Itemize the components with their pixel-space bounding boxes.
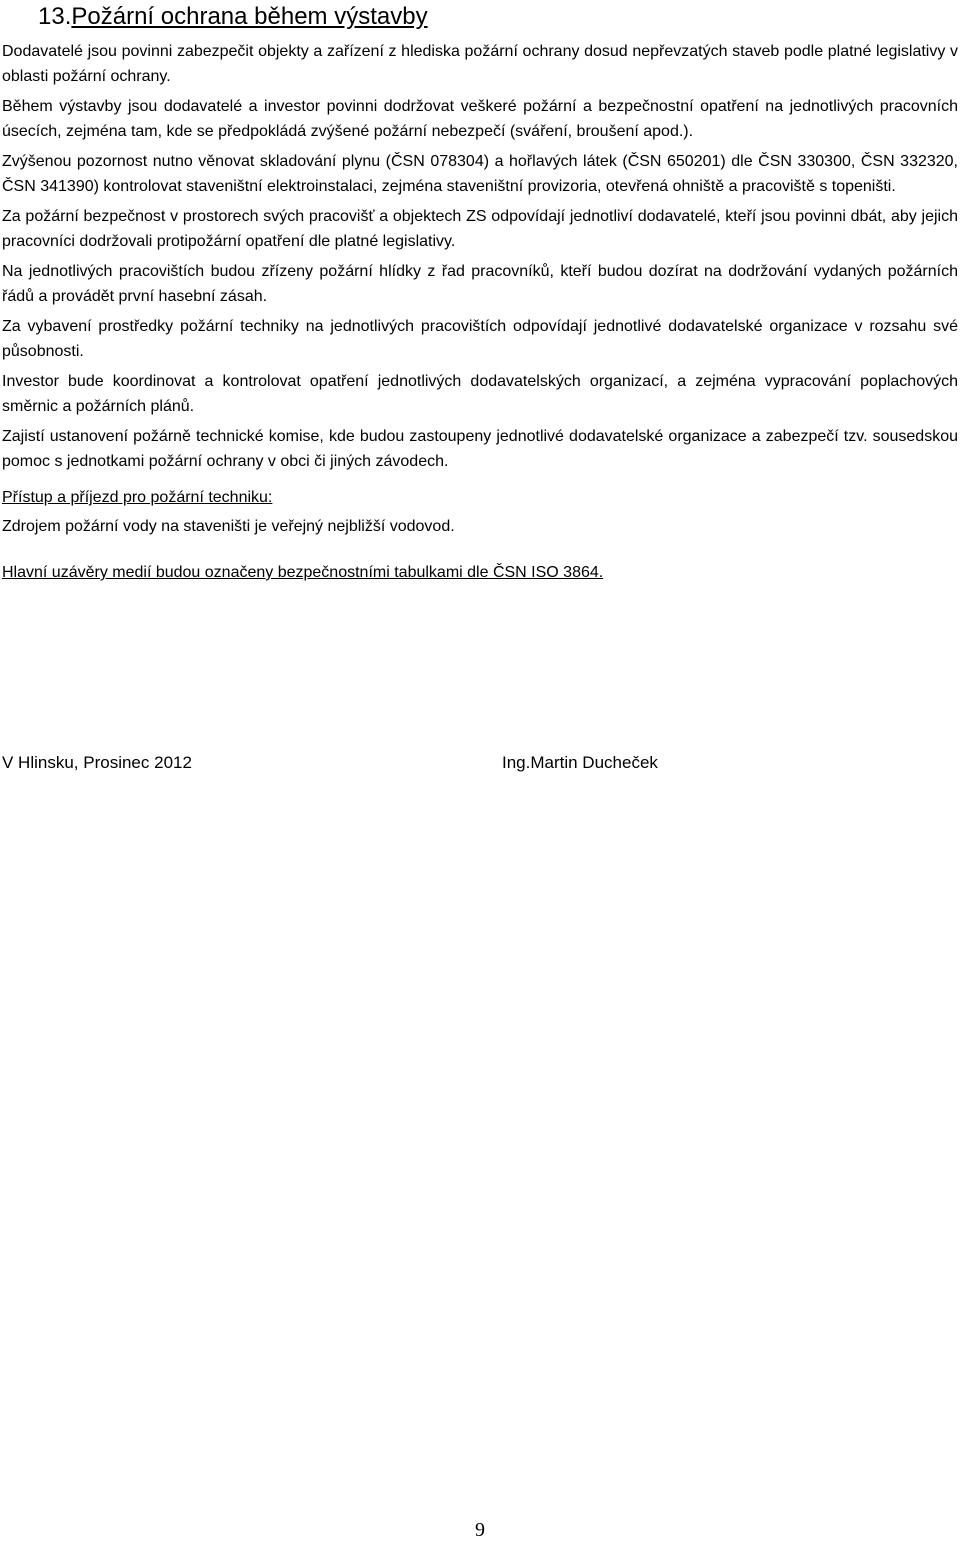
paragraph-investor-coordination: Investor bude koordinovat a kontrolovat opatření jednotlivých dodavatelských organizací, a zejména vypracování poplachových směrnic a požárních plánů. <box>2 373 958 415</box>
document-body <box>2 39 958 590</box>
paragraph-construction-measures: Během výstavby jsou dodavatelé a investor povinni dodržovat veškeré požární a bezpečnostní opatření na jednotlivých pracovních úsecích, zejména tam, kde se předpokládá zvýšené požární nebezpečí (sváření, broušení apod.). <box>2 98 958 140</box>
section-number: 13. <box>38 3 72 30</box>
page-number: 9 <box>475 1519 485 1541</box>
signature-author: Ing.Martin Ducheček <box>502 753 658 772</box>
paragraph-equipment: Za vybavení prostředky požární techniky na jednotlivých pracovištích odpovídají jednotlivé dodavatelské organizace v rozsahu své působnosti. <box>2 318 958 360</box>
signature-row <box>2 749 958 777</box>
paragraph-fire-patrols: Na jednotlivých pracovištích budou zřízeny požární hlídky z řad pracovníků, kteří budou dozírat na dodržování vydaných požárních řádů a provádět první hasební zásah. <box>2 263 958 305</box>
closures-note: Hlavní uzávěry medií budou označeny bezpečnostními tabulkami dle ČSN ISO 3864. <box>2 564 604 581</box>
paragraph-technical-commission: Zajistí ustanovení požárně technické komise, kde budou zastoupeny jednotlivé dodavatelské organizace a zabezpečí tzv. sousedskou pomoc s jednotkami požární ochrany v obci či jiných závodech. <box>2 428 958 470</box>
access-text: Zdrojem požární vody na staveništi je veřejný nejbližší vodovod. <box>2 518 455 535</box>
section-title: Požární ochrana během výstavby <box>71 3 428 30</box>
paragraph-contractors-duty: Dodavatelé jsou povinni zabezpečit objekty a zařízení z hlediska požární ochrany dosud nepřevzatých staveb podle platné legislativy v oblasti požární ochrany. <box>2 43 958 85</box>
signature-place-date: V Hlinsku, Prosinec 2012 <box>2 753 192 772</box>
section-heading <box>38 0 428 34</box>
paragraph-storage-attention: Zvýšenou pozornost nutno věnovat skladování plynu (ČSN 078304) a hořlavých látek (ČSN 650201) dle ČSN 330300, ČSN 332320, ČSN 341390) kontrolovat staveništní elektroinstalaci, zejména staveništní provizoria, otevřená ohniště a pracoviště s topeništi. <box>2 153 958 195</box>
paragraph-workplace-responsibility: Za požární bezpečnost v prostorech svých pracovišť a objektech ZS odpovídají jednotliví dodavatelé, kteří jsou povinni dbát, aby jejich pracovníci dodržovali protipožární opatření dle platné legislativy. <box>2 208 958 250</box>
spacer <box>2 544 958 560</box>
access-heading: Přístup a příjezd pro požární techniku: <box>2 489 273 506</box>
